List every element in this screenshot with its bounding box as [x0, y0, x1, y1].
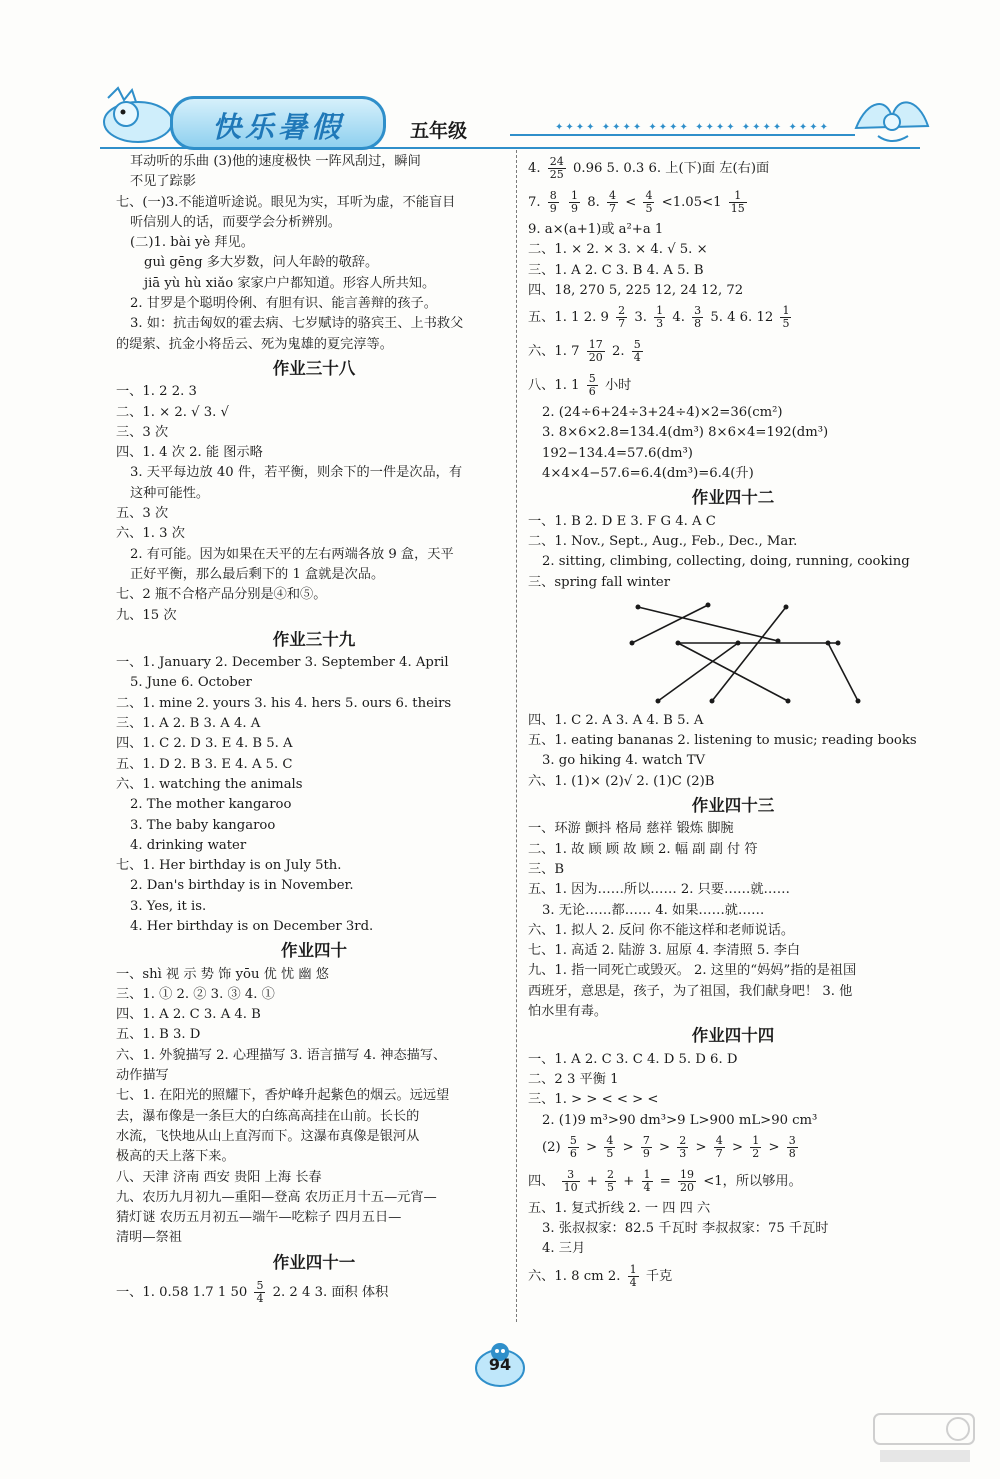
mascot-left-icon: [98, 84, 178, 146]
matching-diagram: [618, 597, 878, 709]
answer-line: 七、2 瓶不合格产品分别是④和⑤。: [116, 587, 327, 603]
denominator: 9: [642, 1146, 650, 1160]
answer-line: 192−134.4=57.6(dm³): [542, 445, 693, 461]
fraction: [562, 1169, 580, 1194]
numerator: 2: [618, 304, 626, 318]
denominator: 4: [643, 1180, 651, 1194]
denominator: 8: [788, 1146, 796, 1160]
answer-text: 五、1. 1 2. 9: [528, 310, 609, 326]
page-number: 94: [488, 1355, 512, 1374]
numerator: 4: [609, 189, 616, 202]
answer-line: 3. 无论……都…… 4. 如果……就……: [542, 902, 765, 918]
answer-line: 动作描写: [116, 1068, 169, 1084]
answer-line: 3. 张叔叔家：82.5 千瓦时 李叔叔家：75 千瓦时: [542, 1221, 829, 1237]
answer-line: 六、1. 外貌描写 2. 心理描写 3. 语言描写 4. 神态描写、: [116, 1047, 447, 1063]
numerator: 5: [569, 1133, 577, 1147]
answer-line-with-fraction: [528, 301, 938, 335]
answer-line: 三、spring fall winter: [528, 574, 671, 590]
denominator: 20: [679, 1180, 694, 1194]
numerator: 2: [679, 1133, 687, 1147]
answer-line-with-fraction: [116, 1276, 512, 1310]
answer-text: <: [625, 195, 637, 210]
fraction: [750, 1135, 761, 1160]
fraction: [569, 190, 580, 215]
answer-line-with-fraction: [528, 1165, 938, 1199]
answer-line: 3. 8×6×2.8=134.4(dm³) 8×6×4=192(dm³): [542, 425, 829, 441]
answer-text: 7.: [528, 195, 541, 210]
numerator: 24: [549, 155, 564, 168]
answer-text: 0.96 5. 0.3 6. 上(下)面 左(右)面: [573, 161, 770, 176]
answer-line: 六、1. 拟人 2. 反问 你不能这样和老师说话。: [528, 922, 795, 938]
answer-text: 4.: [528, 161, 541, 176]
answer-line: 3. The baby kangaroo: [130, 817, 276, 833]
answer-line: 清明—祭祖: [116, 1230, 182, 1246]
star-decoration: ✦✦✦✦ ✦✦✦✦ ✦✦✦✦ ✦✦✦✦ ✦✦✦✦ ✦✦✦✦: [555, 122, 830, 133]
answer-line: 六、1. 3 次: [116, 526, 185, 542]
answer-line: guì gēng 多大岁数，问人年龄的敬辞。: [144, 255, 379, 271]
denominator: 10: [563, 1180, 578, 1194]
answer-line: 五、1. D 2. B 3. E 4. A 5. C: [116, 756, 293, 772]
operator: >: [586, 1139, 598, 1155]
numerator: 1: [643, 1167, 651, 1181]
answer-line: 西班牙，意思是，孩子，为了祖国，我们献身吧！ 3. 他: [528, 983, 853, 999]
denominator: 5: [606, 1146, 614, 1160]
operator: =: [659, 1173, 671, 1189]
fraction: [729, 190, 747, 215]
answer-line: 这种可能性。: [130, 485, 210, 501]
fraction: [568, 1135, 579, 1160]
numerator: 4: [606, 1133, 614, 1147]
numerator: 5: [633, 338, 641, 352]
answer-text: 8.: [587, 195, 600, 210]
fraction: [548, 190, 559, 215]
header-underline: [100, 147, 920, 149]
fraction: [654, 305, 665, 330]
fraction: [787, 1135, 798, 1160]
denominator: 20: [588, 351, 603, 365]
denominator: 9: [571, 202, 578, 215]
numerator: 17: [588, 338, 603, 352]
numerator: 1: [629, 1262, 637, 1276]
answer-line: 二、1. × 2. × 3. × 4. √ 5. ×: [528, 242, 708, 258]
answer-line: jiā yù hù xiǎo 家家户户都知道。形容人所共知。: [144, 275, 436, 291]
denominator: 6: [569, 1146, 577, 1160]
answer-line: 2. 有可能。因为如果在天平的左右两端各放 9 盒，天平: [130, 546, 454, 562]
answer-line: 2. The mother kangaroo: [130, 797, 292, 813]
answer-text: (2): [542, 1139, 561, 1155]
answer-line: 五、1. B 3. D: [116, 1027, 201, 1043]
answer-line: 听信别人的话，而要学会分析辨别。: [130, 214, 341, 230]
answer-line: 不见了踪影: [130, 174, 196, 190]
answer-line: 二、1. mine 2. yours 3. his 4. hers 5. ours 6. theirs: [116, 695, 452, 711]
numerator: 3: [788, 1133, 796, 1147]
answer-line: 四、18, 270 5, 225 12, 24 12, 72: [528, 282, 744, 298]
denominator: 2: [752, 1146, 760, 1160]
answer-line: 一、1. A 2. C 3. C 4. D 5. D 6. D: [528, 1051, 738, 1067]
answer-line: 二、2 3 平衡 1: [528, 1071, 619, 1087]
operator: +: [586, 1173, 598, 1189]
answer-line: 五、3 次: [116, 506, 169, 522]
answer-line: 四、1. C 2. A 3. A 4. B 5. A: [528, 712, 704, 728]
left-column: [116, 152, 512, 1310]
column-divider: [516, 150, 517, 1322]
answer-line: 一、1. B 2. D E 3. F G 4. A C: [528, 513, 716, 529]
fraction: [587, 339, 605, 364]
numerator: 3: [562, 1169, 580, 1182]
denominator: 8: [694, 317, 702, 331]
numerator: 7: [642, 1133, 650, 1147]
numerator: 1: [571, 189, 578, 202]
answer-line: 七、1. 高适 2. 陆游 3. 屈原 4. 李清照 5. 李白: [528, 943, 801, 959]
answer-line: 2. (24÷6+24÷3+24÷4)×2=36(cm²): [542, 405, 783, 421]
answer-line: 四、1. A 2. C 3. A 4. B: [116, 1007, 261, 1023]
answer-line: 三、1. A 2. B 3. A 4. A: [116, 716, 261, 732]
fraction: [607, 190, 618, 215]
answer-line: 七、1. 在阳光的照耀下，香炉峰升起紫色的烟云。远远望: [116, 1088, 450, 1104]
fraction: [678, 1169, 696, 1194]
section-heading: 作业四十四: [691, 1026, 775, 1046]
numerator: 1: [729, 190, 747, 203]
answer-text: 八、1. 1: [528, 378, 580, 394]
header-rule: [510, 134, 855, 136]
answer-line: 去，瀑布像是一条巨大的白练高高挂在山前。长长的: [116, 1108, 420, 1124]
answer-line: 二、1. 故 顾 顾 故 顾 2. 幅 副 副 付 符: [528, 841, 758, 857]
answer-line: (二)1. bài yè 拜见。: [130, 235, 254, 251]
section-heading: 作业三十九: [272, 629, 356, 649]
denominator: 3: [679, 1146, 687, 1160]
numerator: 4: [645, 189, 653, 202]
fraction: [548, 156, 566, 181]
numerator: 1: [782, 304, 790, 318]
section-heading: 作业四十一: [272, 1252, 356, 1272]
watermark-logo-icon: [870, 1408, 980, 1468]
answer-line: 三、1. A 2. C 3. B 4. A 5. B: [528, 262, 704, 278]
answer-line: 5. June 6. October: [130, 675, 252, 691]
answer-line: 九、1. 指一同死亡或毁灭。 2. 这里的“妈妈”指的是祖国: [528, 963, 857, 979]
denominator: 25: [549, 168, 564, 181]
answer-line-with-fraction: [528, 186, 938, 220]
title-banner: [170, 96, 386, 150]
answer-line: 4×4×4−57.6=6.4(dm³)=6.4(升): [542, 466, 754, 482]
numerator: 1: [656, 304, 664, 318]
fraction: [642, 1169, 653, 1194]
fraction: [616, 305, 627, 330]
fraction: [677, 1135, 688, 1160]
answer-line: 六、1. (1)× (2)√ 2. (1)C (2)B: [528, 773, 715, 789]
answer-text: 2. 2 4 3. 面积 体积: [272, 1285, 389, 1301]
answer-line: 一、1. 2 2. 3: [116, 384, 197, 400]
answer-line: 4. Her birthday is on December 3rd.: [130, 918, 374, 934]
denominator: 4: [633, 351, 641, 365]
answer-line-with-fraction: [528, 369, 938, 403]
answer-text: 四、: [528, 1173, 555, 1189]
denominator: 5: [607, 1180, 615, 1194]
fraction: [714, 1135, 725, 1160]
numerator: 2: [607, 1167, 615, 1181]
denominator: 5: [782, 317, 790, 331]
denominator: 4: [629, 1275, 637, 1289]
numerator: 1: [752, 1133, 760, 1147]
answer-line: 三、B: [528, 861, 565, 877]
fraction: [254, 1280, 265, 1305]
answer-line-with-fraction: [528, 1260, 938, 1294]
section-heading: 作业三十八: [272, 358, 356, 378]
banner-title: 快乐暑假: [211, 110, 344, 144]
answer-line: 五、1. 复式折线 2. 一 四 四 六: [528, 1200, 711, 1216]
answer-text: <1.05<1: [661, 195, 722, 210]
answer-line: 三、3 次: [116, 424, 169, 440]
answer-line: 正好平衡，那么最后剩下的 1 盒就是次品。: [130, 566, 385, 582]
answer-line: 一、环游 颤抖 格局 慈祥 锻炼 脚腕: [528, 821, 734, 837]
section-heading: 作业四十三: [691, 796, 775, 816]
numerator: 5: [588, 372, 596, 386]
fraction: [604, 1135, 615, 1160]
answer-line: 二、1. × 2. √ 3. √: [116, 404, 229, 420]
answer-line: 3. 天平每边放 40 件，若平衡，则余下的一件是次品，有: [130, 465, 463, 481]
answer-text: 4.: [672, 310, 685, 326]
denominator: 15: [730, 202, 745, 215]
answer-line: 四、1. 4 次 2. 能 图示略: [116, 445, 263, 461]
operator: >: [622, 1139, 634, 1155]
fraction: [605, 1169, 616, 1194]
answer-text: 3.: [634, 310, 647, 326]
fraction: [628, 1264, 639, 1289]
answer-text: 小时: [604, 378, 632, 394]
answer-line-with-fraction: [528, 152, 938, 186]
answer-line: 9. a×(a+1)或 a²+a 1: [528, 222, 664, 237]
answer-line: 3. 如：抗击匈奴的霍去病、七岁赋诗的骆宾王、上书救父: [130, 316, 464, 332]
answer-line: 四、1. C 2. D 3. E 4. B 5. A: [116, 736, 293, 752]
section-heading: 作业四十: [281, 941, 347, 961]
answer-line: 七、(一)3.不能道听途说。眼见为实，耳听为虚，不能盲目: [116, 194, 456, 210]
answer-line: 六、1. watching the animals: [116, 776, 303, 792]
denominator: 3: [656, 317, 664, 331]
answer-line: 九、15 次: [116, 607, 177, 623]
answer-line: 五、1. 因为……所以…… 2. 只要……就……: [528, 882, 790, 898]
section-heading: 作业四十二: [691, 488, 775, 508]
denominator: 7: [715, 1146, 723, 1160]
answer-line: 二、1. Nov., Sept., Aug., Feb., Dec., Mar.: [528, 533, 798, 549]
answer-line: 2. 甘罗是个聪明伶俐、有胆有识、能言善辩的孩子。: [130, 296, 437, 312]
answer-line: 2. sitting, climbing, collecting, doing, running, cooking: [542, 554, 910, 570]
operator: >: [695, 1139, 707, 1155]
answer-line: 4. drinking water: [130, 837, 247, 853]
numerator: 8: [549, 189, 557, 202]
fraction: [692, 305, 703, 330]
answer-line-with-fraction: [528, 1131, 938, 1165]
numerator: 5: [256, 1279, 264, 1293]
answer-line: 3. Yes, it is.: [130, 898, 207, 914]
bird-icon: [848, 88, 934, 148]
answer-line: 一、1. January 2. December 3. September 4. April: [116, 655, 449, 671]
right-column: [528, 152, 938, 1294]
answer-line: 2. (1)9 m³>90 dm³>9 L>900 mL>90 cm³: [542, 1112, 818, 1128]
answer-line: 水流，飞快地从山上直泻而下。这瀑布真像是银河从: [116, 1128, 420, 1144]
page-header: [0, 0, 1000, 160]
answer-text: 千克: [645, 1268, 673, 1284]
answer-line: 耳动听的乐曲 (3)他的速度极快 一阵风刮过，瞬间: [130, 154, 421, 169]
denominator: 5: [645, 202, 653, 215]
operator: >: [768, 1139, 780, 1155]
page-number-badge: [472, 1340, 528, 1388]
denominator: 7: [609, 202, 616, 215]
answer-line: 3. go hiking 4. watch TV: [542, 753, 706, 769]
answer-line: 三、1. ① 2. ② 3. ③ 4. ①: [116, 986, 275, 1002]
answer-line: 怕水里有毒。: [528, 1004, 608, 1020]
answer-line: 九、农历九月初九—重阳—登高 农历正月十五—元宵—: [116, 1189, 437, 1205]
answer-text: <1，所以够用。: [703, 1173, 802, 1189]
answer-line: 2. Dan's birthday is in November.: [130, 878, 354, 894]
numerator: 4: [715, 1133, 723, 1147]
answer-text: 5. 4 6. 12: [710, 310, 774, 326]
fraction: [587, 373, 598, 398]
denominator: 6: [588, 385, 596, 399]
answer-text: 六、1. 7: [528, 344, 580, 360]
operator: >: [659, 1139, 671, 1155]
answer-text: 2.: [611, 344, 625, 360]
operator: +: [623, 1173, 635, 1189]
answer-line: 的缇萦、抗金小将岳云、死为鬼雄的夏完淳等。: [116, 336, 393, 352]
answer-line-with-fraction: [528, 335, 938, 369]
operator: >: [731, 1139, 744, 1155]
fraction: [643, 190, 654, 215]
answer-line: 极高的天上落下来。: [116, 1149, 235, 1165]
answer-text: 六、1. 8 cm 2.: [528, 1268, 621, 1284]
answer-line: 八、天津 济南 西安 贵阳 上海 长春: [116, 1169, 322, 1185]
answer-text: 一、1. 0.58 1.7 1 50: [116, 1285, 248, 1301]
answer-line: 五、1. eating bananas 2. listening to music; reading books: [528, 733, 917, 749]
answer-line: 三、1. > > < < > <: [528, 1092, 659, 1108]
denominator: 9: [549, 202, 557, 215]
numerator: 3: [694, 304, 702, 318]
fraction: [632, 339, 643, 364]
answer-line: 猜灯谜 农历五月初五—端午—吃粽子 四月五日—: [116, 1210, 402, 1226]
answer-line: 一、shì 视 示 势 饰 yōu 优 忧 幽 悠: [116, 966, 329, 982]
fraction: [641, 1135, 652, 1160]
denominator: 4: [256, 1292, 264, 1306]
numerator: 19: [679, 1167, 694, 1181]
denominator: 7: [618, 317, 626, 331]
fraction: [780, 305, 791, 330]
grade-label: 五年级: [410, 120, 468, 142]
answer-line: 4. 三月: [542, 1241, 586, 1257]
answer-line: 七、1. Her birthday is on July 5th.: [116, 858, 342, 874]
